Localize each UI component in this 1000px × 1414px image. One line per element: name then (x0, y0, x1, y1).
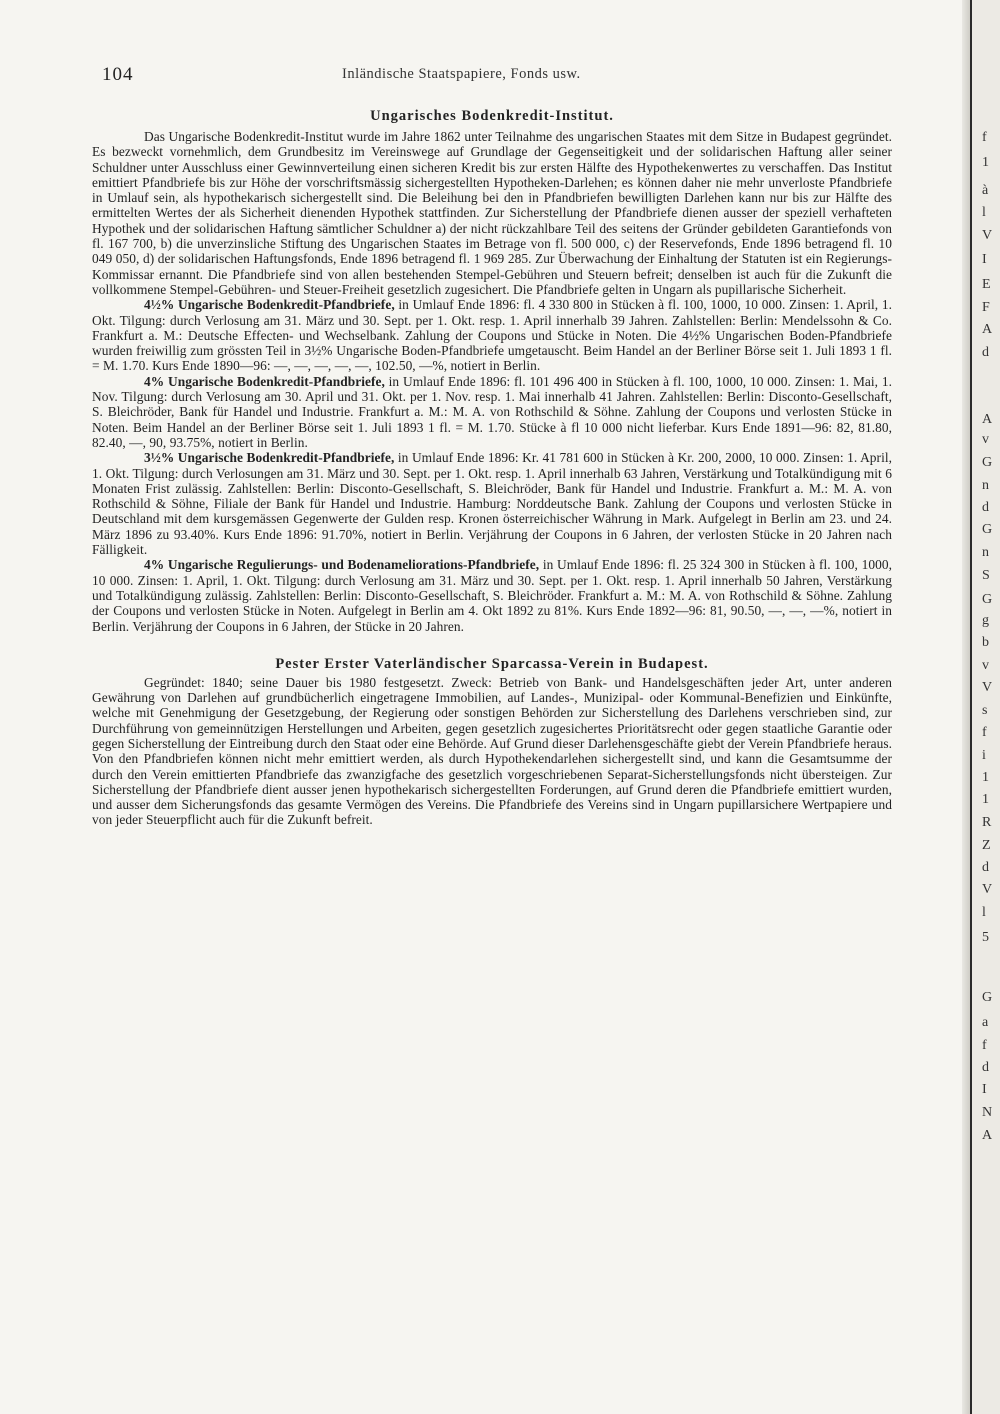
running-head: Inländische Staatspapiere, Fonds usw. (342, 66, 581, 82)
paragraph-text: in Umlauf Ende 1896: fl. 25 324 300 in Stücken à fl. 100, 1000, 10 000. Zinsen: 1. April, 1. Okt. Tilgung: durch Verlosung am 31. März und 30. Sept. per 1. Okt. resp. 1. April innerhalb 50 Jahren, Verstärkung und Totalkündigung zulässig. Zahlstellen: Berlin: Disconto-Gesellschaft, S. Bleichröder. Frankfurt a. M.: M. A. von Rothschild & Söhne. Zahlung der Coupons und verlosten Stücke in Noten. Aufgelegt in Berlin am 4. Okt 1892 zu 81%. Kurs Ende 1892—96: 81, 90.50, —, —, —%, notiert in Berlin. Verjährung der Coupons in 6 Jahren, der Stücke in 20 Jahren. (92, 557, 892, 634)
next-page-edge-char: n (982, 478, 989, 493)
paragraph-text: in Umlauf Ende 1896: fl. 4 330 800 in Stücken à fl. 100, 1000, 10 000. Zinsen: 1. April, 1. Okt. Tilgung: durch Verlosung am 31. März und 30. Sept. per 1. Okt. resp. 1. April innerhalb 39 Jahren. Zahlstellen: Berlin: Mendelssohn & Co. Frankfurt a. M.: Deutsche Effecten- und Wechselbank. Zahlung der Coupons und Stücke in Noten. Die 4½% Ungarischen Boden-Pfandbriefe wurden freiwillig zum grössten Teil in 3½% Ungarische Boden-Pfandbriefe umgetauscht. Beim Handel an der Berliner Börse seit 1. Juli 1893 1 fl. = M. 1.70. Kurs Ende 1890—96: —, —, —, —, —, 102.50, —%, notiert in Berlin. (92, 297, 892, 374)
next-page-edge-char: V (982, 228, 993, 243)
next-page-edge-char: v (982, 432, 989, 447)
section-title-bodenkredit: Ungarisches Bodenkredit-Institut. (370, 108, 614, 124)
section-title-sparcassa: Pester Erster Vaterländischer Sparcassa-Verein in Budapest. (275, 655, 709, 672)
next-page-edge-char: v (982, 658, 989, 673)
next-page-edge-char: N (982, 1105, 993, 1120)
next-page-edge-char: S (982, 568, 990, 583)
next-page-edge-char: l (982, 905, 986, 920)
page-fold-shadow (962, 0, 970, 1414)
next-page-edge-char: d (982, 345, 989, 360)
paragraph-regulierungs-pfandbriefe (92, 557, 892, 633)
next-page-edge-char: à (982, 183, 989, 198)
next-page-edge-char: A (982, 1128, 993, 1143)
next-page-edge-char: A (982, 322, 993, 337)
paragraph-institut-description (92, 129, 892, 297)
next-page-edge-char: R (982, 815, 992, 830)
next-page-edge-char: I (982, 1082, 987, 1097)
paragraph-sparcassa-description (92, 675, 892, 828)
paragraph-4-5-percent-pfandbriefe (92, 297, 892, 373)
next-page-edge-char: b (982, 635, 989, 650)
next-page-edge-char: G (982, 592, 993, 607)
next-page-edge-char: l (982, 205, 986, 220)
next-page-edge-char: A (982, 412, 993, 427)
page-content (92, 108, 892, 828)
next-page-edge-char: V (982, 882, 993, 897)
next-page-edge-char: d (982, 500, 989, 515)
paragraph-text: Das Ungarische Bodenkredit-Institut wurde im Jahre 1862 unter Teilnahme des ungarischen Staates mit dem Sitze in Budapest gegründet. Es bezweckt vornehmlich, dem Grundbesitz im Vereinswege auf Grundlage der Gegenseitigkeit und der solidarischen Haftung aller seiner Schuldner unter Ausschluss einer Gewinnverteilung einen sicheren Kredit bis zur ersten Hälfte des Hypothekenwertes zu verschaffen. Das Institut emittiert Pfandbriefe bis zur Höhe der vorschriftsmässig sichergestellten Hypotheken-Darlehen; es können daher nie mehr unverloste Pfandbriefe in Umlauf sein, als hypothekarisch sichergestellt sind. Die Beleihung bei den in Pfandbriefen bewilligten Darlehen kann nur bis zur Hälfte des ermittelten Wertes der als Sicherheit dienenden Hypothek stattfinden. Zur Sicherstellung der Pfandbriefe dienen ausser der speziell verhafteten Hypothek und der solidarischen Haftung sämtlicher Schuldner a) der nicht rückzahlbare Teil des seitens der Gründer gebildeten Garantiefonds von fl. 167 700, b) die unverzinsliche Stiftung des Ungarischen Staates im Betrage von fl. 500 000, c) der Reservefonds, Ende 1896 betragend fl. 10 049 050, d) der solidarischen Haftungsfonds, Ende 1896 betragend fl. 1 969 285. Zur Überwachung der Einhaltung der Statuten ist ein Regierungs-Kommissar ernannt. Die Pfandbriefe sind von allen bestehenden Stempel-Gebühren und Steuern befreit; denselben ist auch für die Zukunft die vollkommene Stempel-Gebühren- und Steuer-Freiheit gesetzlich zugesichert. Die Pfandbriefe gelten in Ungarn als pupillarische Sicherheit. (92, 129, 892, 297)
paragraph-lead: 4% Ungarische Regulierungs- und Bodenameliorations-Pfandbriefe, (144, 557, 540, 573)
next-page-edge-char: 1 (982, 770, 989, 785)
next-page-edge-char: d (982, 860, 989, 875)
next-page-edge-char: 1 (982, 792, 989, 807)
next-page-edge-char: a (982, 1015, 989, 1030)
paragraph-3-5-percent-pfandbriefe (92, 450, 892, 557)
next-page-edge-char: f (982, 725, 987, 740)
next-page-edge-char: g (982, 613, 989, 628)
next-page-edge-char: V (982, 680, 993, 695)
next-page-edge (972, 0, 1000, 1414)
next-page-edge-char: d (982, 1060, 989, 1075)
next-page-edge-char: 5 (982, 930, 989, 945)
next-page-edge-char: E (982, 277, 991, 292)
paragraph-text: in Umlauf Ende 1896: fl. 101 496 400 in Stücken à fl. 100, 1000, 10 000. Zinsen: 1. Mai, 1. Nov. Tilgung: durch Verlosung am 30. April und 31. Okt. per 1. Nov. resp. 1. Mai innerhalb 41 Jahren. Zahlstellen: Berlin: Disconto-Gesellschaft, S. Bleichröder, Bank für Handel und Industrie. Frankfurt a. M.: M. A. von Rothschild & Söhne. Zahlung der Coupons und verlosten Stücke in Noten. Beim Handel an der Berliner Börse seit 1. Juli 1893 1 fl. = M. 1.70. Stücke à fl 10 000 nicht lieferbar. Kurs Ende 1891—96: 82, 81.80, 82.40, —, 90, 93.75%, notiert in Berlin. (92, 373, 892, 450)
next-page-edge-char: F (982, 300, 990, 315)
next-page-edge-char: G (982, 990, 993, 1005)
next-page-edge-char: Z (982, 838, 991, 853)
next-page-edge-char: s (982, 703, 988, 718)
next-page-edge-char: f (982, 130, 987, 145)
page-number: 104 (102, 64, 134, 85)
next-page-edge-char: G (982, 522, 993, 537)
paragraph-lead: 4% Ungarische Bodenkredit-Pfandbriefe, (144, 373, 385, 389)
next-page-edge-char: n (982, 545, 989, 560)
paragraph-text: in Umlauf Ende 1896: Kr. 41 781 600 in Stücken à Kr. 200, 2000, 10 000. Zinsen: 1. April, 1. Okt. Tilgung: durch Verlosungen am 31. März und 30. Sept. per 1. Okt. resp. 1. April innerhalb 63 Jahren, Verstärkung und Totalkündigung mit 6 Monaten Frist zulässig. Zahlstellen: Berlin: Disconto-Gesellschaft, S. Bleichröder, Bank für Handel und Industrie. Frankfurt a. M.: M. A. von Rothschild & Söhne, Filiale der Bank für Handel und Industrie. Hamburg: Norddeutsche Bank. Zahlung der Coupons und verlosten Stücke in Deutschland mit dem kursgemässen Gegenwerte der Gulden resp. Kronen österreichischer Währung in Mark. Aufgelegt in Berlin am 23. und 24. März 1896 zu 93.40%. Kurs Ende 1896: 91.70%, notiert in Berlin. Verjährung der Coupons in 6 Jahren, der verlosten Stücke in 20 Jahren nach Fälligkeit. (92, 450, 893, 558)
paragraph-lead: 4½% Ungarische Bodenkredit-Pfandbriefe, (144, 297, 395, 313)
next-page-edge-char: I (982, 252, 987, 267)
next-page-edge-char: f (982, 1038, 987, 1053)
paragraph-lead: 3½% Ungarische Bodenkredit-Pfandbriefe, (144, 450, 395, 466)
next-page-edge-char: G (982, 455, 993, 470)
page-header (92, 60, 892, 88)
paragraph-text: Gegründet: 1840; seine Dauer bis 1980 festgesetzt. Zweck: Betrieb von Bank- und Handelsgeschäften jeder Art, unter anderen Gewährung von Darlehen auf grundbücherlich eingetragene Immobilien, auf Landes-, Munizipal- oder Kommunal-Benefizien und Einkünfte, welche mit Genehmigung der Gesetzgebung, der Regierung oder sonstigen Behörden zur Sicherstellung des Darlehens verschrieben sind, zur Durchführung von gemeinnützigen Herstellungen und Arbeiten, gegen gesetzlich zugesichertes Prioritätsrecht oder gegen staatliche Garantie oder gegen Sicherstellung der Eintreibung durch den Staat oder eine Behörde. Auf Grund dieser Darlehensgeschäfte giebt der Verein Pfandbriefe heraus. Von den Pfandbriefen können nicht mehr emittiert werden, als durch Hypothekendarlehen sichergestellt sind, und kann die Gesamtsumme der durch den Verein emittierten Pfandbriefe das zwanzigfache des gesetzlich vorgeschriebenen Separat-Sicherstellungsfonds nicht übersteigen. Zur Sicherstellung der Pfandbriefe dient ausser jenen hypothekarisch sichergestellten Forderungen, auf Grund deren die Pfandbriefe emittiert wurden, und ausser dem Sicherungsfonds das gesamte Vermögen des Vereins. Die Pfandbriefe des Vereins sind in Ungarn pupillarsichere Wertpapiere und von jeder Steuerpflicht auch für die Zukunft befreit. (92, 674, 892, 828)
paragraph-4-percent-pfandbriefe (92, 374, 892, 450)
next-page-edge-char: i (982, 748, 986, 763)
next-page-edge-char: 1 (982, 155, 989, 170)
